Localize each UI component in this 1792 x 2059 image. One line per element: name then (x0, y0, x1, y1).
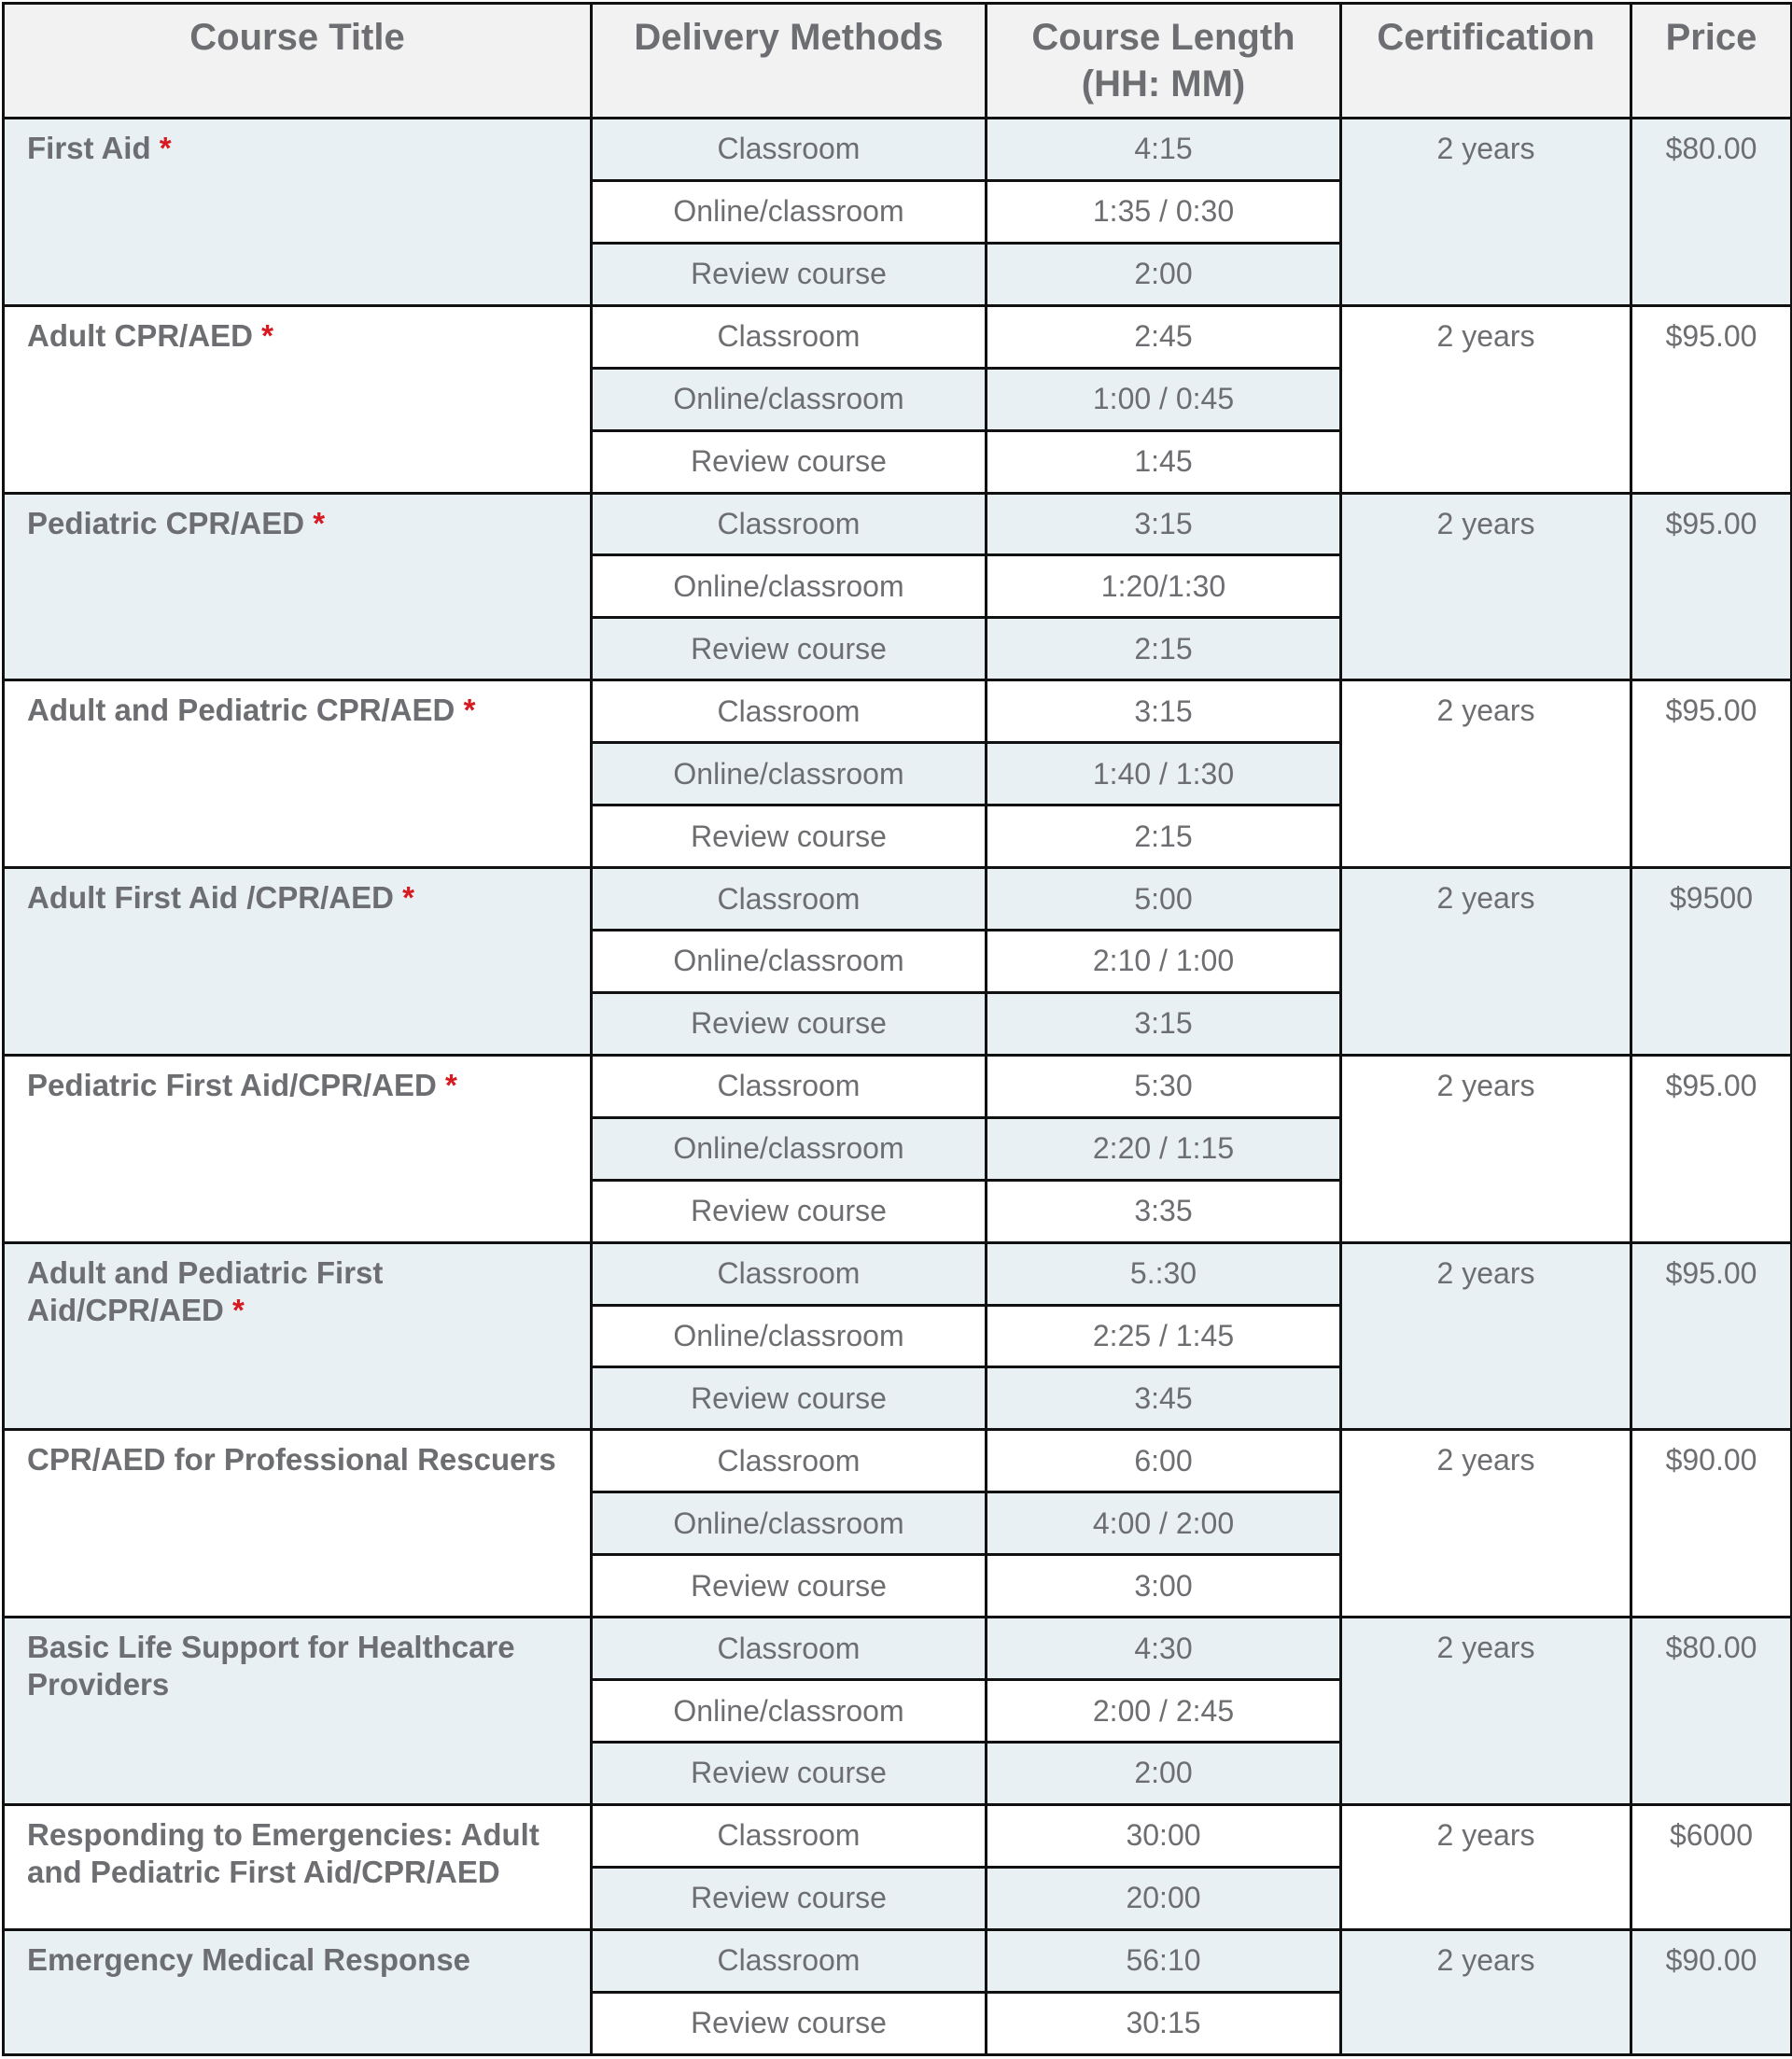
certification-cell: 2 years (1341, 1618, 1631, 1805)
course-length-cell: 4:15 (987, 119, 1341, 181)
course-length-cell: 2:15 (987, 805, 1341, 868)
delivery-method-cell: Review course (592, 618, 987, 680)
price-cell: $95.00 (1631, 680, 1792, 868)
delivery-method-cell: Online/classroom (592, 555, 987, 618)
delivery-method-cell: Review course (592, 1742, 987, 1804)
course-length-cell: 6:00 (987, 1430, 1341, 1492)
delivery-method-cell: Review course (592, 1867, 987, 1929)
delivery-method-cell: Review course (592, 1555, 987, 1618)
price-cell: $95.00 (1631, 1242, 1792, 1430)
table-row (4, 1430, 1792, 1492)
certification-cell: 2 years (1341, 868, 1631, 1056)
price-cell: $90.00 (1631, 1430, 1792, 1618)
course-length-cell: 2:25 / 1:45 (987, 1305, 1341, 1367)
course-length-cell: 3:45 (987, 1367, 1341, 1430)
table-row (4, 305, 1792, 368)
delivery-method-cell: Online/classroom (592, 1305, 987, 1367)
required-asterisk: * (402, 880, 414, 916)
course-length-cell: 4:00 / 2:00 (987, 1492, 1341, 1555)
delivery-method-cell: Review course (592, 992, 987, 1055)
required-asterisk: * (232, 1292, 245, 1327)
delivery-method-cell: Classroom (592, 1618, 987, 1680)
certification-cell: 2 years (1341, 1055, 1631, 1242)
course-length-cell: 2:45 (987, 305, 1341, 368)
delivery-method-cell: Review course (592, 430, 987, 493)
course-length-cell: 20:00 (987, 1867, 1341, 1929)
table-body (4, 119, 1792, 2055)
required-asterisk: * (159, 131, 172, 165)
header-delivery-methods: Delivery Methods (592, 4, 987, 119)
course-length-cell: 5:00 (987, 868, 1341, 931)
course-title: Adult and Pediatric CPR/AED (27, 693, 455, 728)
course-title-cell (4, 1242, 592, 1430)
course-title-cell (4, 493, 592, 680)
delivery-method-cell: Classroom (592, 1430, 987, 1492)
required-asterisk: * (313, 505, 326, 540)
delivery-method-cell: Classroom (592, 1242, 987, 1305)
course-title-cell (4, 1430, 592, 1618)
course-length-cell: 5.:30 (987, 1242, 1341, 1305)
delivery-method-cell: Online/classroom (592, 180, 987, 243)
course-length-cell: 1:00 / 0:45 (987, 368, 1341, 430)
table-row (4, 1804, 1792, 1867)
certification-cell: 2 years (1341, 680, 1631, 868)
course-title: Basic Life Support for Healthcare Providers (27, 1630, 515, 1702)
course-table (2, 2, 1792, 2056)
delivery-method-cell: Online/classroom (592, 930, 987, 992)
course-length-cell: 2:00 / 2:45 (987, 1680, 1341, 1743)
price-cell: $80.00 (1631, 119, 1792, 306)
table-row (4, 1055, 1792, 1117)
certification-cell: 2 years (1341, 1804, 1631, 1929)
price-cell: $90.00 (1631, 1929, 1792, 2054)
delivery-method-cell: Review course (592, 805, 987, 868)
delivery-method-cell: Classroom (592, 1804, 987, 1867)
delivery-method-cell: Review course (592, 1180, 987, 1242)
course-length-cell: 30:15 (987, 1992, 1341, 2054)
required-asterisk: * (261, 317, 274, 353)
course-length-cell: 30:00 (987, 1804, 1341, 1867)
delivery-method-cell: Online/classroom (592, 368, 987, 430)
course-title-cell (4, 680, 592, 868)
course-title-cell (4, 1055, 592, 1242)
course-length-cell: 2:10 / 1:00 (987, 930, 1341, 992)
course-length-cell: 3:15 (987, 992, 1341, 1055)
delivery-method-cell: Classroom (592, 493, 987, 555)
price-cell: $80.00 (1631, 1618, 1792, 1805)
course-title-cell (4, 1618, 592, 1805)
header-course-title: Course Title (4, 4, 592, 119)
required-asterisk: * (463, 693, 476, 728)
delivery-method-cell: Review course (592, 1992, 987, 2054)
course-length-cell: 1:20/1:30 (987, 555, 1341, 618)
course-title: Adult CPR/AED (27, 317, 253, 353)
course-length-cell: 2:15 (987, 618, 1341, 680)
certification-cell: 2 years (1341, 1242, 1631, 1430)
delivery-method-cell: Online/classroom (592, 1117, 987, 1180)
course-length-cell: 1:45 (987, 430, 1341, 493)
course-title-cell (4, 868, 592, 1056)
course-length-cell: 56:10 (987, 1929, 1341, 1992)
price-cell: $95.00 (1631, 1055, 1792, 1242)
course-title: Pediatric CPR/AED (27, 505, 305, 540)
course-title-cell (4, 1804, 592, 1929)
table-row (4, 1618, 1792, 1680)
course-length-cell: 1:40 / 1:30 (987, 743, 1341, 805)
course-length-cell: 5:30 (987, 1055, 1341, 1117)
delivery-method-cell: Review course (592, 243, 987, 305)
table-row (4, 1242, 1792, 1305)
course-title: CPR/AED for Professional Rescuers (27, 1442, 556, 1478)
course-length-cell: 2:00 (987, 243, 1341, 305)
course-length-cell: 2:00 (987, 1742, 1341, 1804)
delivery-method-cell: Classroom (592, 680, 987, 743)
price-cell: $95.00 (1631, 493, 1792, 680)
course-title: Pediatric First Aid/CPR/AED (27, 1067, 437, 1102)
header-price: Price (1631, 4, 1792, 119)
header-course-length (987, 4, 1341, 119)
course-title: Adult and Pediatric First Aid/CPR/AED (27, 1254, 384, 1327)
course-length-cell: 3:15 (987, 493, 1341, 555)
price-cell: $95.00 (1631, 305, 1792, 493)
required-asterisk: * (445, 1067, 457, 1102)
certification-cell: 2 years (1341, 1430, 1631, 1618)
delivery-method-cell: Classroom (592, 305, 987, 368)
header-certification: Certification (1341, 4, 1631, 119)
delivery-method-cell: Classroom (592, 1055, 987, 1117)
delivery-method-cell: Classroom (592, 1929, 987, 1992)
course-title: Adult First Aid /CPR/AED (27, 880, 394, 916)
table-row (4, 119, 1792, 181)
delivery-method-cell: Review course (592, 1367, 987, 1430)
price-cell: $9500 (1631, 868, 1792, 1056)
course-title: Responding to Emergencies: Adult and Pediatric First Aid/CPR/AED (27, 1816, 539, 1889)
table-header (4, 4, 1792, 119)
delivery-method-cell: Classroom (592, 119, 987, 181)
course-length-cell: 3:35 (987, 1180, 1341, 1242)
delivery-method-cell: Online/classroom (592, 743, 987, 805)
certification-cell: 2 years (1341, 119, 1631, 306)
course-title: First Aid (27, 131, 151, 165)
certification-cell: 2 years (1341, 493, 1631, 680)
table-row (4, 493, 1792, 555)
course-title-cell (4, 305, 592, 493)
course-title-cell (4, 119, 592, 306)
course-length-cell: 3:15 (987, 680, 1341, 743)
table-row (4, 680, 1792, 743)
delivery-method-cell: Classroom (592, 868, 987, 931)
delivery-method-cell: Online/classroom (592, 1492, 987, 1555)
header-course-length-line1: Course Length (1031, 17, 1295, 58)
delivery-method-cell: Online/classroom (592, 1680, 987, 1743)
header-row (4, 4, 1792, 119)
course-title: Emergency Medical Response (27, 1941, 471, 1977)
course-title-cell (4, 1929, 592, 2054)
header-course-length-line2: (HH: MM) (1081, 63, 1246, 105)
course-length-cell: 4:30 (987, 1618, 1341, 1680)
course-length-cell: 3:00 (987, 1555, 1341, 1618)
price-cell: $6000 (1631, 1804, 1792, 1929)
course-length-cell: 1:35 / 0:30 (987, 180, 1341, 243)
table-row (4, 868, 1792, 931)
table-row (4, 1929, 1792, 1992)
course-length-cell: 2:20 / 1:15 (987, 1117, 1341, 1180)
certification-cell: 2 years (1341, 305, 1631, 493)
certification-cell: 2 years (1341, 1929, 1631, 2054)
